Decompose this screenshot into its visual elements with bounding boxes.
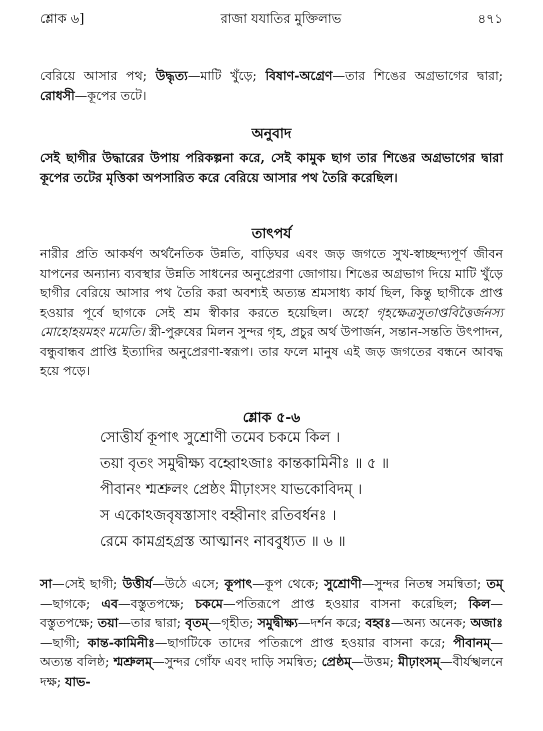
synonym-word: তয়া (97, 615, 119, 630)
synonym-meaning: —ছাগী; (40, 634, 88, 650)
synonym-word: রোধসী (40, 87, 75, 103)
synonym-meaning: —সুন্দর গোঁফ এবং দাড়ি সমন্বিত; (152, 654, 322, 669)
synonym-word: বহ্বঃ (365, 615, 391, 630)
synonym-word: এব (101, 595, 118, 611)
synonym-meaning: —বস্তুতপক্ষে; (117, 595, 196, 611)
synonym-meaning: —বীর্যস্খলনে দক্ষ; (40, 654, 504, 689)
synonym-word: উত্তীর্য (122, 576, 153, 591)
synonym-meaning: —ছাগটিকে তাদের পতিরূপে প্রাপ্ত হওয়ার বাসনা করে; (154, 634, 454, 650)
synonym-word: সুশ্রোণী (324, 576, 362, 591)
synonym-meaning: —তার দ্বারা; (118, 615, 186, 630)
synonym-word: অজাঃ (470, 615, 503, 630)
verse-line: সোত্তীর্য কূপাৎ সুশ্রোণী তমেব চকমে কিল । (100, 430, 341, 446)
synonym-word: কূপাৎ (224, 576, 253, 591)
synonym-meaning: —বস্তুতপক্ষে; (40, 595, 504, 630)
synonym-word: মীঢ়াংসম্ (398, 654, 440, 669)
synonym-word: কান্ত-কামিনীঃ (87, 634, 155, 650)
header-verse-ref: শ্লোক ৬] (40, 12, 85, 27)
synonym-meaning: —গৃহীত; (208, 615, 258, 630)
synonym-meaning: —সুন্দর নিতম্ব সমন্বিতা; (361, 576, 487, 591)
synonym-meaning: —দর্শন করে; (297, 615, 366, 630)
translation-heading: অনুবাদ (251, 126, 292, 142)
synonym-word: উদ্ধৃত্য (155, 68, 188, 83)
header-chapter-title: রাজা যযাতির মুক্তিলাভ (220, 12, 342, 27)
synonym-word: সমুদ্বীক্ষ্য (257, 615, 298, 630)
synonym-word: সা (40, 576, 52, 591)
header-page-number: ৪৭১ (477, 12, 503, 27)
synonym-meaning: —সেই ছাগী; (51, 576, 123, 591)
synonym-meaning: —অত্যন্ত বলিষ্ঠ; (40, 634, 503, 669)
synonym-word: বিষাণ-অগ্রেণ (265, 68, 333, 83)
verse-line: তয়া বৃতং সমুদ্বীক্ষ্য বহ্বোঽজাঃ কান্তকামিনীঃ ॥ ৫ ॥ (100, 456, 390, 472)
purport-text: নারীর প্রতি আকর্ষণ অর্থনৈতিক উন্নতি, বাড়িঘর এবং জড় জগতে সুখ-স্বাচ্ছন্দ্যপূর্ণ জীবন যাপনের অন্যান্য ব্যবস্থার উন্নতি সাধনের অনুপ্রেরণা জোগায়। শিঙের অগ্রভাগ দিয়ে মাটি খুঁড়ে ছাগীর বেরিয়ে আসার পথ তৈরি করা অবশ্যই অত্যন্ত শ্রমসাধ্য কার্য ছিল, কিন্তু ছাগীকে প্রাপ্ত হওয়ার পূর্বে ছাগকে সেই শ্রম স্বীকার করতে হয়েছিল। অহো গৃহক্ষেত্রসুতাপ্তবিত্তৈর্জনস্য মোহোহয়মহং মমেতি। স্ত্রী-পুরুষের মিলন সুন্দর গৃহ, প্রচুর অর্থ উপার্জন, সন্তান-সন্ততি উৎপাদন, বন্ধুবান্ধব প্রাপ্তি ইত্যাদির অনুপ্রেরণা-স্বরূপ। তার ফলে মানুষ এই জড় জগতের বন্ধনে আবদ্ধ হয়ে পড়ে। (40, 246, 504, 378)
synonym-meaning: —ছাগকে; (40, 595, 102, 611)
translation-text: সেই ছাগীর উদ্ধারের উপায় পরিকল্পনা করে, সেই কামুক ছাগ তার শিঙের অগ্রভাগের দ্বারা কূপের তটের মৃত্তিকা অপসারিত করে বেরিয়ে আসার পথ তৈরি করেছিল। (40, 150, 503, 185)
running-header (40, 10, 503, 30)
synonym-meaning: —অন্য অনেক; (390, 615, 471, 630)
synonym-meaning: —উঠে এসে; (152, 576, 225, 591)
synonym-word: প্রেষ্ঠম্ (321, 654, 352, 669)
synonym-word: তম্ (486, 576, 503, 591)
synonym-word: চকমে (195, 595, 223, 611)
verse-line: স একোঽজবৃষস্তাসাং বহ্বীনাং রতিবর্ধনঃ । (100, 508, 337, 524)
synonym-word: যাভ- (65, 673, 91, 689)
purport-heading: তাৎপর্য (251, 226, 292, 242)
verse-line: পীবানং শ্মশ্রুলং প্রেষ্ঠং মীঢ়াংসং যাভকোবিদম্ । (100, 482, 363, 498)
synonym-meaning: —কূপ থেকে; (252, 576, 325, 591)
synonym-meaning: —উত্তম; (351, 654, 399, 669)
bottom-synonyms (40, 574, 503, 691)
synonym-meaning: —পতিরূপে প্রাপ্ত হওয়ার বাসনা করেছিল; (222, 595, 469, 611)
synonym-word: বৃতম্ (185, 615, 209, 630)
verse-line: রেমে কামগ্রহগ্রস্ত আত্মানং নাববুধ্যত ॥ ৬ ॥ (100, 534, 346, 550)
synonym-word: শ্মশ্রুলম্ (113, 654, 153, 669)
synonym-word: কিল (468, 595, 491, 611)
purport-quote: অহো গৃহক্ষেত্রসুতাপ্তবিত্তৈর্জনস্য মোহোহয়মহং মমেতি। (40, 304, 504, 339)
synonym-word: পীবানম্ (453, 634, 491, 650)
top-synonyms: বেরিয়ে আসার পথ; উদ্ধৃত্য—মাটি খুঁড়ে; বিষাণ-অগ্রেণ—তার শিঙের অগ্রভাগের দ্বারা; রোধসী—কূপের তটে। (40, 68, 503, 103)
verse-heading: শ্লোক ৫-৬ (242, 410, 301, 426)
